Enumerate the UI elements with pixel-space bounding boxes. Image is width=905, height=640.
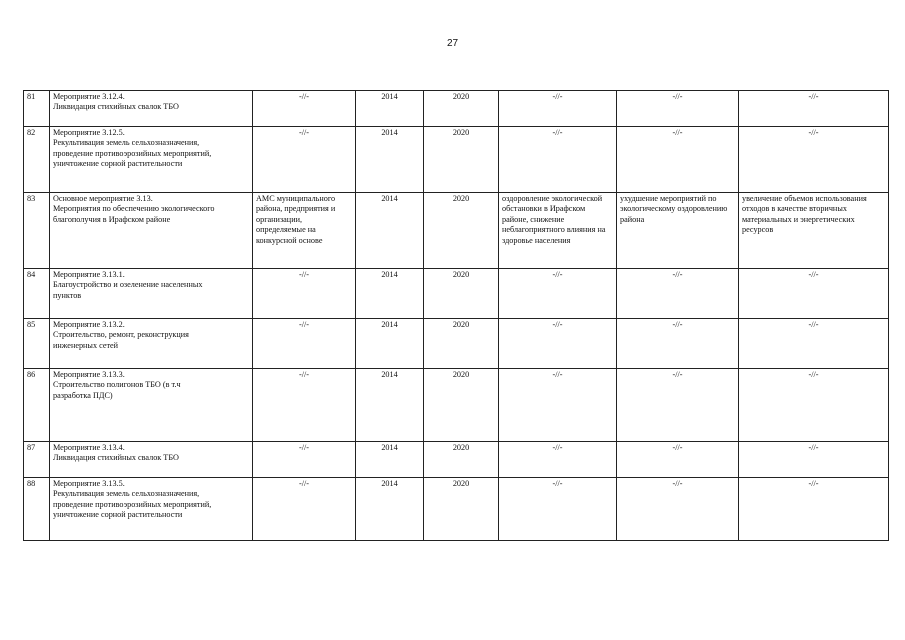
measure-name-cell: [50, 442, 253, 478]
measure-name-line: Мероприятия по обеспечению экологического: [53, 204, 215, 214]
table-row: [24, 319, 889, 369]
expected-result-cell: -//-: [499, 91, 617, 127]
consequences-cell: -//-: [617, 91, 739, 127]
measure-name-cell: [50, 369, 253, 442]
measure-name-cell: [50, 319, 253, 369]
measure-name-cell: [50, 193, 253, 269]
executor-cell: -//-: [253, 269, 356, 319]
table-row: [24, 127, 889, 193]
end-year-cell: 2020: [424, 369, 499, 442]
executor-cell: -//-: [253, 442, 356, 478]
measure-name-line: Мероприятие 3.13.5.: [53, 479, 125, 488]
measure-name-line: Мероприятие 3.12.5.: [53, 128, 125, 137]
measure-name-line: Рекультивация земель сельхозназначения,: [53, 489, 200, 499]
measure-name-cell: [50, 269, 253, 319]
row-number-cell: 85: [24, 319, 50, 369]
expected-result-cell: оздоровление экологической обстановки в Ирафском районе, снижение неблагоприятного влияния на здоровье населения: [499, 193, 617, 269]
measure-name-line: Рекультивация земель сельхозназначения,: [53, 138, 200, 148]
indicators-cell: -//-: [739, 319, 889, 369]
measure-name-line: Благоустройство и озеленение населенных: [53, 280, 203, 290]
executor-cell: -//-: [253, 478, 356, 541]
expected-result-cell: -//-: [499, 478, 617, 541]
indicators-cell: -//-: [739, 369, 889, 442]
program-measures-table: [23, 90, 889, 541]
start-year-cell: 2014: [356, 193, 424, 269]
measure-name-line: Строительство полигонов ТБО (в т.ч: [53, 380, 181, 390]
end-year-cell: 2020: [424, 269, 499, 319]
measure-name-line: уничтожение сорной растительности: [53, 510, 183, 520]
table-row: [24, 369, 889, 442]
measure-name-line: проведение противоэрозийных мероприятий,: [53, 499, 212, 509]
start-year-cell: 2014: [356, 442, 424, 478]
consequences-cell: -//-: [617, 269, 739, 319]
consequences-cell: -//-: [617, 127, 739, 193]
consequences-cell: ухудшение мероприятий по экологическому оздоровлению района: [617, 193, 739, 269]
indicators-cell: -//-: [739, 442, 889, 478]
consequences-cell: -//-: [617, 319, 739, 369]
table-row: [24, 478, 889, 541]
row-number-cell: 82: [24, 127, 50, 193]
row-number-cell: 86: [24, 369, 50, 442]
measure-name-line: инженерных сетей: [53, 340, 119, 350]
measure-name-line: Мероприятие 3.13.1.: [53, 270, 125, 279]
measure-name-cell: [50, 127, 253, 193]
measure-name-cell: [50, 478, 253, 541]
start-year-cell: 2014: [356, 478, 424, 541]
expected-result-cell: -//-: [499, 127, 617, 193]
measure-name-line: Ликвидация стихийных свалок ТБО: [53, 102, 179, 112]
table-row: [24, 269, 889, 319]
measure-name-line: проведение противоэрозийных мероприятий,: [53, 148, 212, 158]
expected-result-cell: -//-: [499, 269, 617, 319]
row-number-cell: 87: [24, 442, 50, 478]
indicators-cell: -//-: [739, 127, 889, 193]
executor-cell: -//-: [253, 127, 356, 193]
measure-name-line: Мероприятие 3.13.2.: [53, 320, 125, 329]
start-year-cell: 2014: [356, 91, 424, 127]
measure-name-line: Основное мероприятие 3.13.: [53, 194, 153, 203]
expected-result-cell: -//-: [499, 442, 617, 478]
measure-name-line: Мероприятие 3.12.4.: [53, 92, 125, 101]
end-year-cell: 2020: [424, 193, 499, 269]
end-year-cell: 2020: [424, 442, 499, 478]
row-number-cell: 81: [24, 91, 50, 127]
start-year-cell: 2014: [356, 369, 424, 442]
indicators-cell: -//-: [739, 478, 889, 541]
expected-result-cell: -//-: [499, 369, 617, 442]
start-year-cell: 2014: [356, 319, 424, 369]
start-year-cell: 2014: [356, 269, 424, 319]
consequences-cell: -//-: [617, 442, 739, 478]
table-row: [24, 91, 889, 127]
measure-name-line: Строительство, ремонт, реконструкция: [53, 330, 189, 340]
end-year-cell: 2020: [424, 319, 499, 369]
expected-result-cell: -//-: [499, 319, 617, 369]
measure-name-line: уничтожение сорной растительности: [53, 159, 183, 169]
measure-name-line: Мероприятие 3.13.3.: [53, 370, 125, 379]
end-year-cell: 2020: [424, 478, 499, 541]
table-body: [24, 91, 889, 541]
indicators-cell: увеличение объемов использования отходов в качестве вторичных материальных и энергетических ресурсов: [739, 193, 889, 269]
measure-name-line: пунктов: [53, 290, 82, 300]
measure-name-cell: [50, 91, 253, 127]
executor-cell: АМС муниципального района, предприятия и организации, определяемые на конкурсной основе: [253, 193, 356, 269]
consequences-cell: -//-: [617, 478, 739, 541]
row-number-cell: 84: [24, 269, 50, 319]
table-row: [24, 193, 889, 269]
end-year-cell: 2020: [424, 127, 499, 193]
row-number-cell: 88: [24, 478, 50, 541]
page-number: 27: [446, 38, 459, 49]
measure-name-line: благополучия в Ирафском районе: [53, 214, 171, 224]
indicators-cell: -//-: [739, 269, 889, 319]
start-year-cell: 2014: [356, 127, 424, 193]
row-number-cell: 83: [24, 193, 50, 269]
indicators-cell: -//-: [739, 91, 889, 127]
measure-name-line: Ликвидация стихийных свалок ТБО: [53, 453, 179, 463]
table-row: [24, 442, 889, 478]
executor-cell: -//-: [253, 91, 356, 127]
measure-name-line: разработка ПДС): [53, 390, 113, 400]
executor-cell: -//-: [253, 319, 356, 369]
measure-name-line: Мероприятие 3.13.4.: [53, 443, 125, 452]
consequences-cell: -//-: [617, 369, 739, 442]
end-year-cell: 2020: [424, 91, 499, 127]
executor-cell: -//-: [253, 369, 356, 442]
